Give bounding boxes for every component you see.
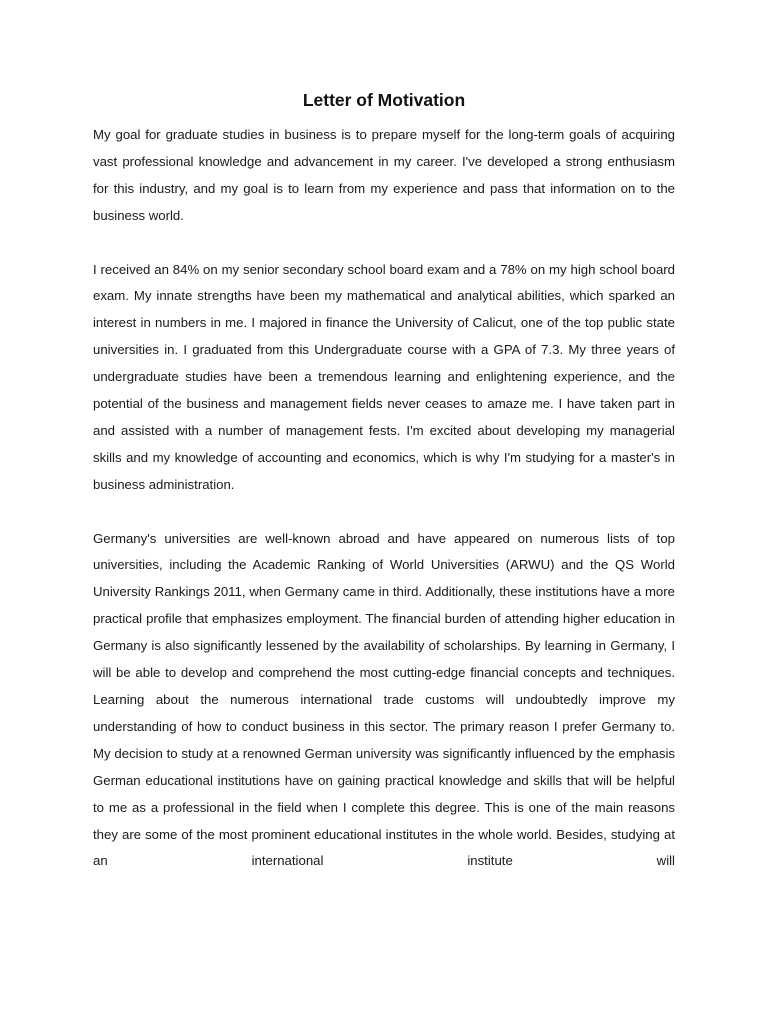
paragraph-goals: My goal for graduate studies in business is to prepare myself for the long-term goals of acquiring vast professional knowledge and advancement in my career. I've developed a strong enthusiasm for this industry, and my goal is to learn from my experience and pass that information on to the business world. [93,127,675,223]
paragraph-academics: I received an 84% on my senior secondary school board exam and a 78% on my high school board exam. My innate strengths have been my mathematical and analytical abilities, which sparked an interest in numbers in me. I majored in finance the University of Calicut, one of the top public state universities in. I graduated from this Undergraduate course with a GPA of 7.3. My three years of undergraduate studies have been a tremendous learning and enlightening experience, and the potential of the business and management fields never ceases to amaze me. I have taken part in and assisted with a number of management fests. I'm excited about developing my managerial skills and my knowledge of accounting and economics, which is why I'm studying for a master's in business administration. [93,261,675,492]
document-body [93,122,675,902]
paragraph-germany: Germany's universities are well-known abroad and have appeared on numerous lists of top universities, including the Academic Ranking of World Universities (ARWU) and the QS World University Rankings 2011, when Germany came in third. Additionally, these institutions have a more practical profile that emphasizes employment. The financial burden of attending higher education in Germany is also significantly lessened by the availability of scholarships. By learning in Germany, I will be able to develop and comprehend the most cutting-edge financial concepts and techniques. Learning about the numerous international trade customs will undoubtedly improve my understanding of how to conduct business in this sector. The primary reason I prefer Germany to. My decision to study at a renowned German university was significantly influenced by the emphasis German educational institutions have on gaining practical knowledge and skills that will be helpful to me as a professional in the field when I complete this degree. This is one of the main reasons they are some of the most prominent educational institutes in the whole world. Besides, studying at an international institute will [93,530,675,869]
document-title: Letter of Motivation [302,90,466,110]
